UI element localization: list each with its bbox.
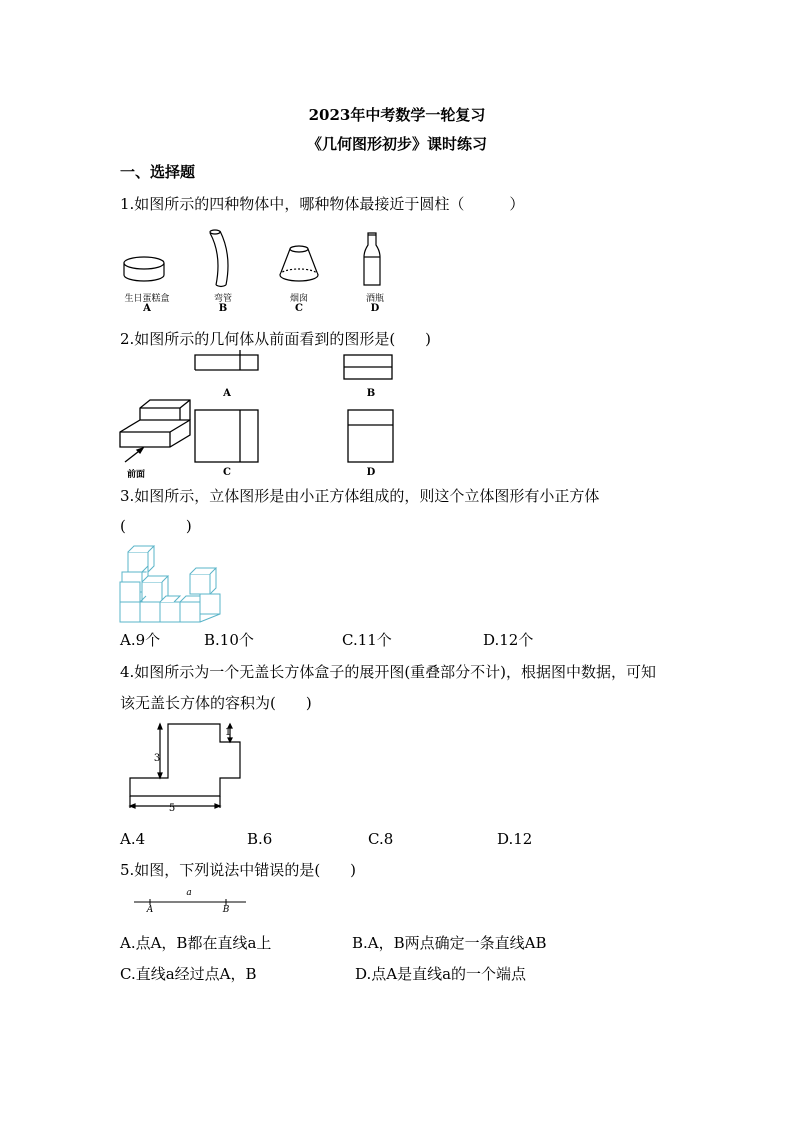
- option-d-shape: [348, 410, 393, 462]
- q4-option-a: A.4: [120, 830, 146, 848]
- q1-letter-d: D: [370, 303, 380, 314]
- q3-cube-figure: [118, 544, 228, 624]
- question-3-text: 3.如图所示，立体图形是由小正方体组成的，则这个立体图形有小正方体: [120, 487, 600, 505]
- q3-option-d: D.12个: [483, 631, 534, 649]
- question-3-paren: ( ): [120, 517, 192, 535]
- q4-net-figure: [120, 720, 260, 820]
- page-subtitle: 《几何图形初步》课时练习: [306, 135, 487, 153]
- page-title: 2023年中考数学一轮复习: [308, 106, 486, 124]
- section-heading: 一、选择题: [120, 163, 196, 181]
- q1-letter-b: B: [218, 303, 228, 314]
- cake-box-icon: [124, 257, 164, 281]
- chimney-icon: [280, 246, 318, 281]
- q2-letter-a: A: [223, 388, 231, 399]
- question-2-text: 2.如图所示的几何体从前面看到的图形是( ): [120, 330, 432, 348]
- q1-label-a: 生日蛋糕盒: [124, 294, 170, 304]
- q5-option-b: B.A，B两点确定一条直线AB: [352, 934, 547, 952]
- q1-label-c: 烟囱: [289, 294, 308, 304]
- q2-letter-d: D: [366, 467, 376, 478]
- q4-dim-5: 5: [168, 803, 176, 814]
- option-c-shape: [195, 410, 258, 462]
- q3-option-b: B.10个: [204, 631, 254, 649]
- q4-option-b: B.6: [247, 830, 273, 848]
- q2-letter-b: B: [366, 388, 376, 399]
- q2-letter-c: C: [223, 467, 231, 478]
- q4-option-c: C.8: [368, 830, 394, 848]
- option-a-shape: [195, 350, 258, 370]
- q5-option-d: D.点A是直线a的一个端点: [355, 965, 527, 983]
- q5-point-b: B: [222, 905, 230, 915]
- q1-letter-a: A: [143, 303, 151, 314]
- q2-front-label: 前面: [126, 470, 145, 480]
- question-1-text: 1.如图所示的四种物体中，哪种物体最接近于圆柱（ ）: [120, 195, 525, 213]
- q1-figure: [118, 225, 418, 295]
- q5-option-a: A.点A，B都在直线a上: [120, 934, 272, 952]
- q3-option-a: A.9个: [120, 631, 161, 649]
- question-4-text-line1: 4.如图所示为一个无盖长方体盒子的展开图(重叠部分不计)，根据图中数据，可知: [120, 663, 657, 681]
- q3-option-c: C.11个: [342, 631, 392, 649]
- q2-figure: [0, 350, 420, 480]
- question-4-text-line2: 该无盖长方体的容积为( ): [120, 694, 312, 712]
- step-solid-figure: [120, 400, 190, 462]
- q4-option-d: D.12: [497, 830, 533, 848]
- bent-pipe-icon: [210, 230, 228, 287]
- wine-bottle-icon: [364, 233, 380, 285]
- q5-option-c: C.直线a经过点A，B: [120, 965, 257, 983]
- q1-label-d: 酒瓶: [365, 294, 384, 304]
- q5-point-a: A: [146, 905, 154, 915]
- q1-label-b: 弯管: [213, 294, 232, 304]
- q4-dim-1: 1: [224, 727, 232, 738]
- question-5-text: 5.如图，下列说法中错误的是( ): [120, 861, 357, 879]
- q4-dim-3: 3: [153, 753, 161, 764]
- q1-letter-c: C: [295, 303, 303, 314]
- q5-line-label: a: [186, 888, 192, 898]
